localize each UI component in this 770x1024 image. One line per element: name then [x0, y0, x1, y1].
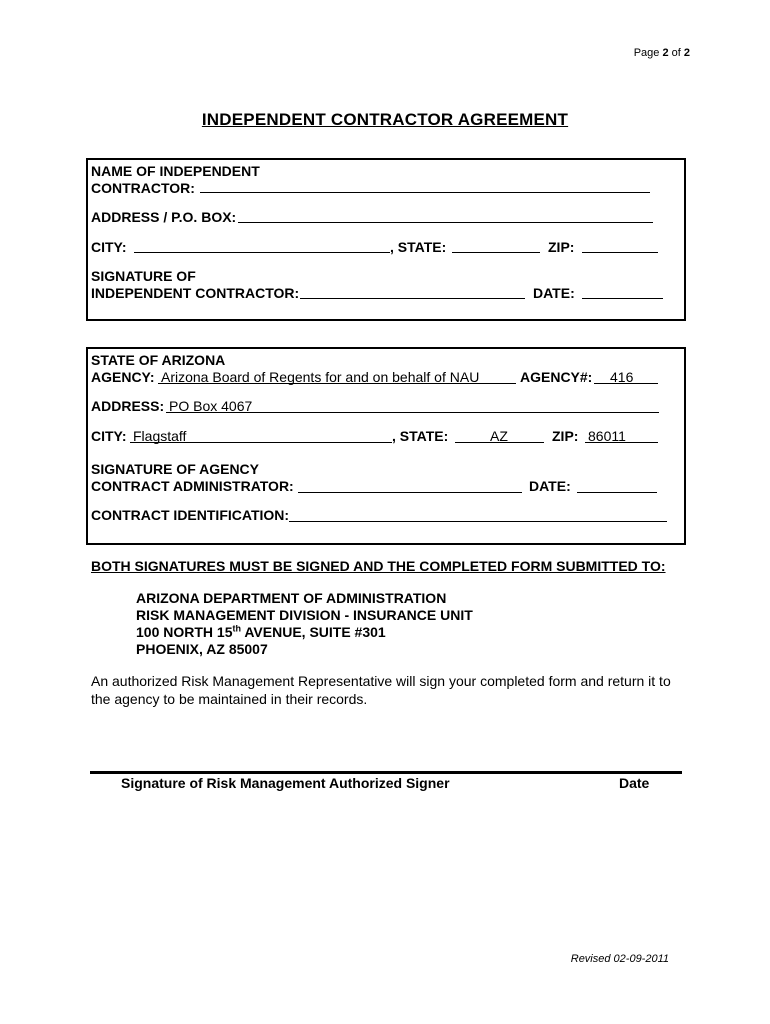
agency-signature-field[interactable]: [298, 492, 522, 493]
contractor-name-field[interactable]: [200, 192, 650, 193]
agency-address-value: PO Box 4067: [169, 398, 253, 414]
contractor-zip-field[interactable]: [582, 252, 658, 253]
contractor-signature-field[interactable]: [300, 298, 525, 299]
agency-signature-label-line1: SIGNATURE OF AGENCY: [91, 461, 260, 477]
revision-date: Revised 02-09-2011: [570, 953, 669, 965]
contractor-name-label-line2: CONTRACTOR:: [91, 180, 195, 196]
agency-city-label: CITY:: [91, 428, 127, 444]
contractor-date-label: DATE:: [533, 285, 575, 301]
contractor-city-label: CITY:: [91, 239, 127, 255]
submission-address-line1: ARIZONA DEPARTMENT OF ADMINISTRATION: [136, 590, 447, 606]
risk-signer-label: Signature of Risk Management Authorized Signer: [121, 775, 450, 791]
risk-signer-signature-field[interactable]: [90, 771, 682, 774]
agency-date-label: DATE:: [529, 478, 571, 494]
agency-address-label: ADDRESS:: [91, 398, 165, 414]
agency-heading: STATE OF ARIZONA: [91, 352, 226, 368]
agency-state-value: AZ: [490, 428, 508, 444]
submission-address: [136, 590, 473, 658]
agency-label: AGENCY:: [91, 369, 155, 385]
contractor-date-field[interactable]: [582, 298, 663, 299]
risk-signer-date-label: Date: [619, 775, 650, 791]
submission-note: An authorized Risk Management Representative will sign your completed form and return it to the agency to be maintained in their records.: [91, 673, 671, 707]
contractor-state-field[interactable]: [452, 252, 540, 253]
contractor-name-label-line1: NAME OF INDEPENDENT: [91, 163, 260, 179]
contractor-signature-label-line1: SIGNATURE OF: [91, 268, 196, 284]
agency-date-field[interactable]: [577, 492, 657, 493]
contractor-signature-label-line2: INDEPENDENT CONTRACTOR:: [91, 285, 300, 301]
agency-zip-label: ZIP:: [552, 428, 579, 444]
contractor-address-field[interactable]: [238, 222, 653, 223]
contractor-address-label: ADDRESS / P.O. BOX:: [91, 209, 237, 225]
submission-address-line3: 100 NORTH 15th AVENUE, SUITE #301: [136, 623, 386, 640]
agency-value: Arizona Board of Regents for and on behalf of NAU: [161, 369, 480, 385]
contractor-zip-label: ZIP:: [548, 239, 575, 255]
contractor-state-label: , STATE:: [390, 239, 447, 255]
contractor-city-field[interactable]: [134, 252, 390, 253]
agency-number-value: 416: [610, 369, 634, 385]
contract-identification-field[interactable]: [289, 521, 667, 522]
agency-zip-value: 86011: [588, 428, 626, 444]
submission-address-line4: PHOENIX, AZ 85007: [136, 641, 268, 657]
agency-city-value: Flagstaff: [133, 428, 187, 444]
agency-number-label: AGENCY#:: [520, 369, 593, 385]
document-title: INDEPENDENT CONTRACTOR AGREEMENT: [201, 110, 569, 129]
agency-state-label: , STATE:: [392, 428, 449, 444]
contract-identification-label: CONTRACT IDENTIFICATION:: [91, 507, 290, 523]
submission-heading: BOTH SIGNATURES MUST BE SIGNED AND THE COMPLETED FORM SUBMITTED TO:: [91, 558, 666, 574]
submission-address-line2: RISK MANAGEMENT DIVISION - INSURANCE UNIT: [136, 607, 473, 623]
page-number: Page 2 of 2: [633, 47, 690, 59]
agency-signature-label-line2: CONTRACT ADMINISTRATOR:: [91, 478, 294, 494]
